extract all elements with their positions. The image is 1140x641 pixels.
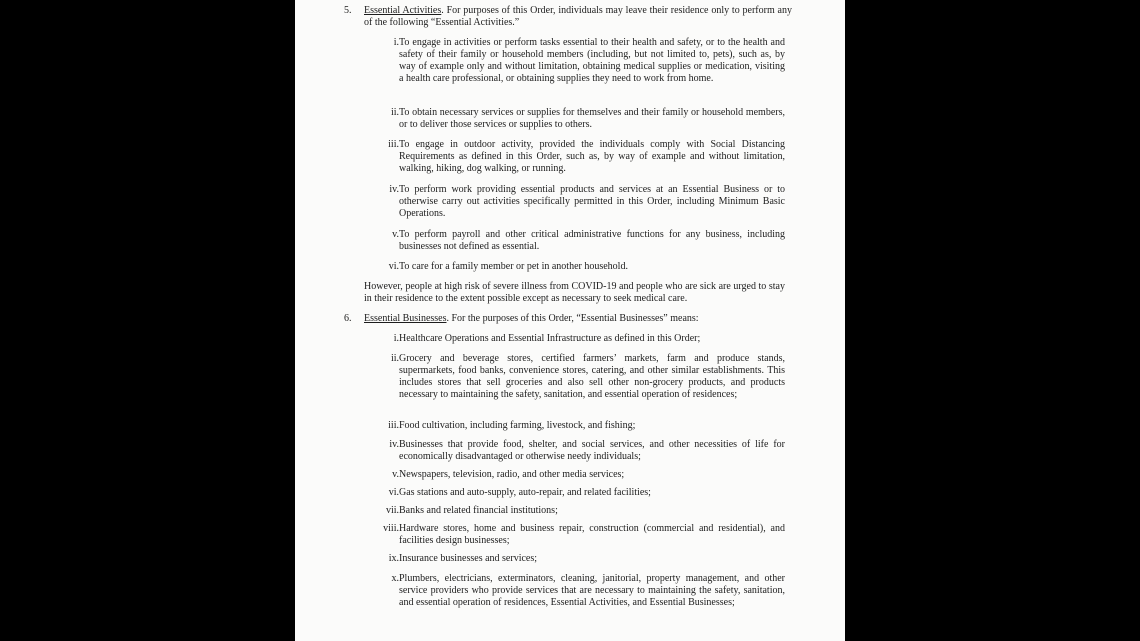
item-number: vii. xyxy=(385,505,399,516)
item-number: vi. xyxy=(388,261,399,272)
item-text: To perform payroll and other critical administrative functions for any business, including businesses not defined as essential. xyxy=(399,229,785,252)
list-item xyxy=(375,184,785,220)
item-number: ix. xyxy=(388,553,399,564)
section-intro-text: . For purposes of this Order, individuals may leave their residence only to perform any of the following “Essential Activities.” xyxy=(364,5,792,28)
list-item xyxy=(375,229,785,253)
item-number: ii. xyxy=(390,107,399,118)
item-number: i. xyxy=(393,37,399,48)
item-text: Grocery and beverage stores, certified farmers’ markets, farm and produce stands, supermarkets, food banks, convenience stores, catering, and other similar establishments. This includes stores that sell groceries and also sell other non-grocery products, and products necessary to maintaining the safety, sanitation, and essential operation of residences; xyxy=(399,353,785,400)
item-text: To engage in activities or perform tasks essential to their health and safety, or to the health and safety of their family or household members (including, but not limited to, pets), such as, by way of example only and without limitation, obtaining medical supplies or medication, visiting a health care professional, or obtaining supplies they need to work from home. xyxy=(399,37,785,84)
section-6 xyxy=(344,313,792,325)
item-text: Businesses that provide food, shelter, and social services, and other necessities of life for economically disadvantaged or otherwise needy individuals; xyxy=(399,439,785,462)
item-number: iv. xyxy=(389,439,399,450)
item-number: iii. xyxy=(388,139,399,150)
list-item xyxy=(375,420,785,432)
item-text: Gas stations and auto-supply, auto-repair, and related facilities; xyxy=(399,487,651,498)
list-item xyxy=(375,573,785,609)
item-number: iii. xyxy=(388,420,399,431)
list-item xyxy=(375,333,785,345)
item-number: vi. xyxy=(388,487,399,498)
item-number: v. xyxy=(392,469,399,480)
item-number: iv. xyxy=(389,184,399,195)
section-title: Essential Activities xyxy=(364,5,442,16)
section-intro xyxy=(364,5,792,29)
item-text: Hardware stores, home and business repair, construction (commercial and residential), and facilities design businesses; xyxy=(399,523,785,546)
list-item xyxy=(375,553,785,565)
item-text: Plumbers, electricians, exterminators, cleaning, janitorial, property management, and other service providers who provide services that are necessary to maintaining the safety, sanitation, and essential operation of residences, Essential Activities, and Essential Businesses; xyxy=(399,573,785,608)
list-item xyxy=(375,439,785,463)
item-number: x. xyxy=(391,573,399,584)
item-text: Food cultivation, including farming, livestock, and fishing; xyxy=(399,420,636,431)
list-item xyxy=(375,261,785,273)
list-item xyxy=(375,353,785,401)
section-5 xyxy=(344,5,792,29)
item-text: To engage in outdoor activity, provided the individuals comply with Social Distancing Requirements as defined in this Order, such as, by way of example and without limitation, walking, hiking, dog walking, or running. xyxy=(399,139,785,174)
section-number: 6. xyxy=(344,313,352,324)
item-number: i. xyxy=(393,333,399,344)
list-item xyxy=(375,469,785,481)
list-item xyxy=(375,107,785,131)
section-closing-paragraph: However, people at high risk of severe illness from COVID-19 and people who are sick are urged to stay in their residence to the extent possible except as necessary to seek medical care. xyxy=(364,281,785,304)
list-item xyxy=(375,487,785,499)
section-intro-text: . For the purposes of this Order, “Essential Businesses” means: xyxy=(446,313,699,324)
item-text: Banks and related financial institutions; xyxy=(399,505,558,516)
section-title: Essential Businesses xyxy=(364,313,447,324)
item-text: To perform work providing essential products and services at an Essential Business or to otherwise carry out activities specifically permitted in this Order, including Minimum Basic Operations. xyxy=(399,184,785,219)
document-page xyxy=(295,0,845,641)
item-text: To care for a family member or pet in another household. xyxy=(399,261,628,272)
item-text: Newspapers, television, radio, and other media services; xyxy=(399,469,625,480)
list-item xyxy=(375,505,785,517)
item-text: Healthcare Operations and Essential Infrastructure as defined in this Order; xyxy=(399,333,701,344)
item-number: v. xyxy=(392,229,399,240)
section-intro xyxy=(364,313,792,325)
item-text: Insurance businesses and services; xyxy=(399,553,538,564)
list-item xyxy=(375,139,785,175)
list-item xyxy=(375,523,785,547)
item-text: To obtain necessary services or supplies for themselves and their family or household members, or to deliver those services or supplies to others. xyxy=(399,107,785,130)
item-number: ii. xyxy=(390,353,399,364)
list-item xyxy=(375,37,785,85)
section-number: 5. xyxy=(344,5,352,16)
item-number: viii. xyxy=(383,523,399,534)
